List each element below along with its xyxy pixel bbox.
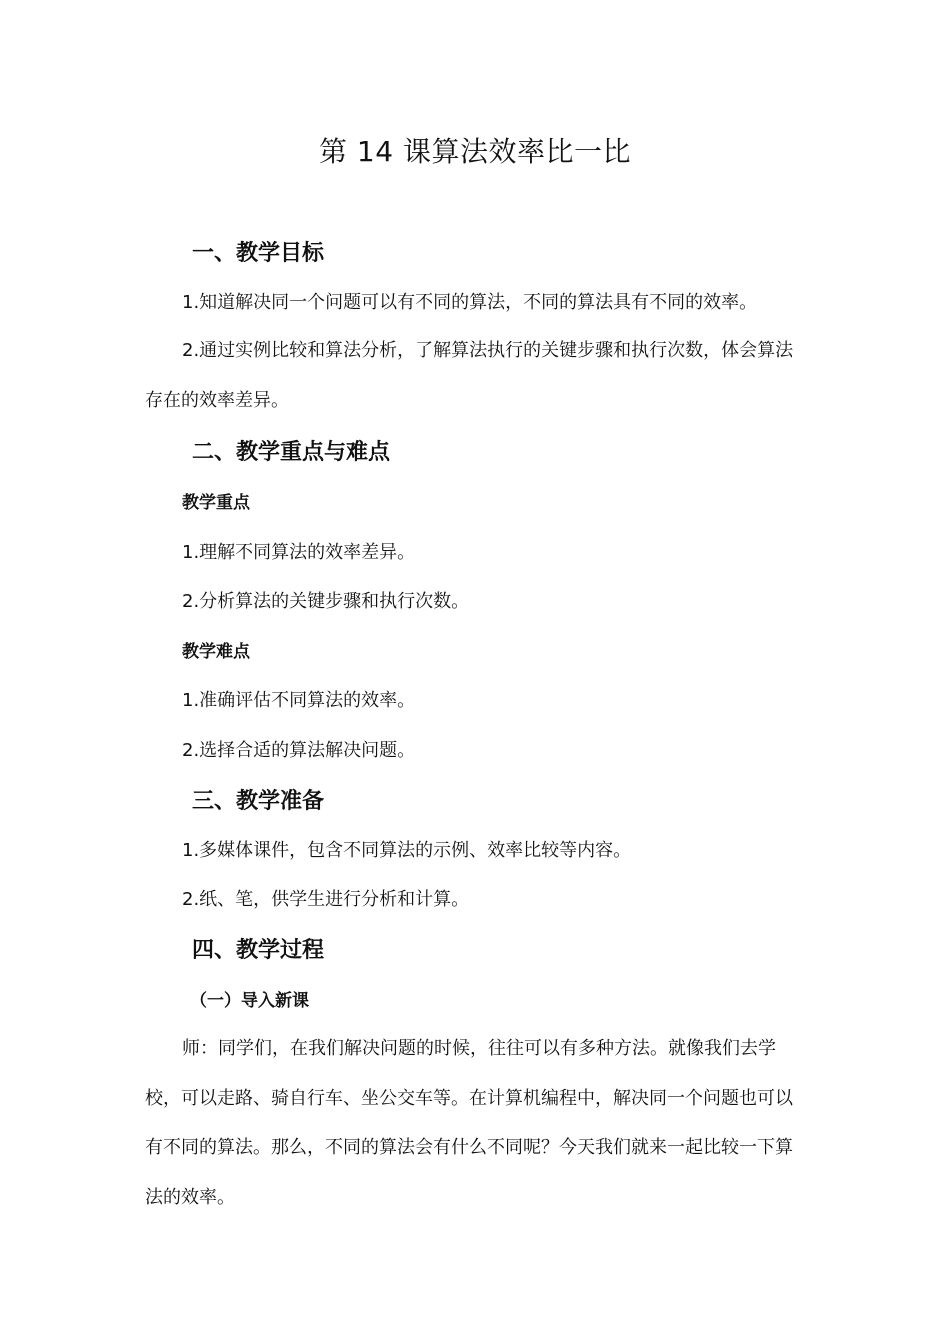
- document-title: 第 14 课算法效率比一比: [319, 135, 631, 168]
- key-point-item-1: 1.理解不同算法的效率差异。: [182, 542, 416, 563]
- introduction-paragraph: [145, 1024, 807, 1222]
- difficult-point-item-1: 1.准确评估不同算法的效率。: [182, 690, 416, 711]
- section-heading-objectives: 一、教学目标: [192, 241, 325, 266]
- preparation-item-2: 2.纸、笔，供学生进行分析和计算。: [182, 889, 470, 910]
- preparation-item-1: 1.多媒体课件，包含不同算法的示例、效率比较等内容。: [182, 840, 632, 861]
- section-heading-process: 四、教学过程: [192, 938, 325, 963]
- subheading-key-points: 教学重点: [182, 493, 250, 513]
- objective-item-2: [145, 326, 807, 425]
- objective-item-1: 1.知道解决同一个问题可以有不同的算法，不同的算法具有不同的效率。: [182, 292, 758, 313]
- objective-item-2-text: 2.通过实例比较和算法分析，了解算法执行的关键步骤和执行次数，体会算法存在的效率差异。: [145, 340, 794, 411]
- difficult-point-item-2: 2.选择合适的算法解决问题。: [182, 740, 416, 761]
- section-heading-preparation: 三、教学准备: [192, 789, 325, 814]
- key-point-item-2: 2.分析算法的关键步骤和执行次数。: [182, 591, 470, 612]
- introduction-paragraph-text: 师：同学们，在我们解决问题的时候，往往可以有多种方法。就像我们去学校，可以走路、骑自行车、坐公交车等。在计算机编程中，解决同一个问题也可以有不同的算法。那么，不同的算法会有什么不同呢？今天我们就来一起比较一下算法的效率。: [145, 1038, 793, 1208]
- section-heading-key-difficult: 二、教学重点与难点: [192, 440, 391, 465]
- subheading-difficult-points: 教学难点: [182, 642, 250, 662]
- subheading-introduction: （一）导入新课: [190, 991, 309, 1011]
